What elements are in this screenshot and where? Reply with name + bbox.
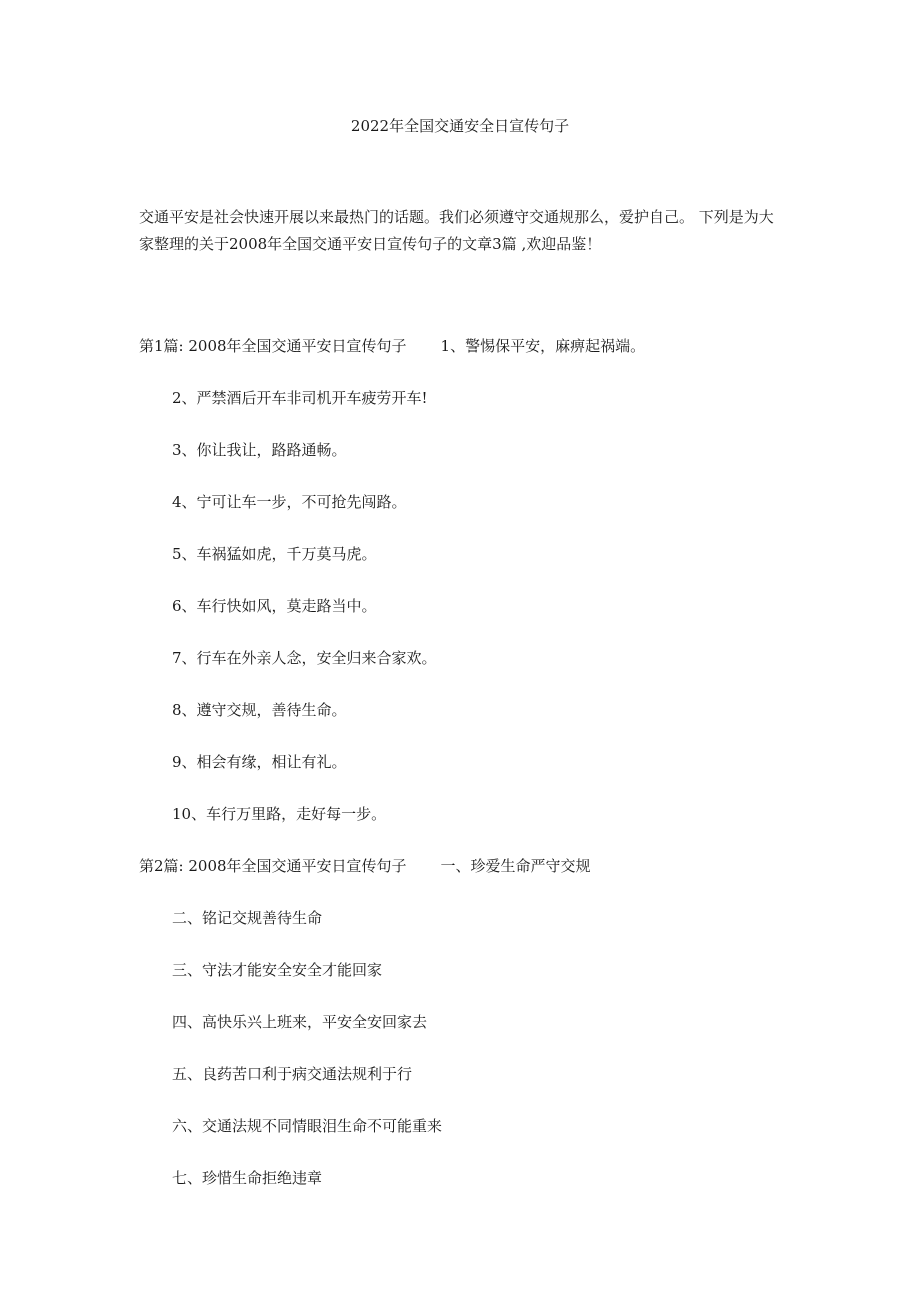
section-1-item: 2、严禁酒后开车非司机开车疲劳开车! xyxy=(172,389,428,407)
section-1-item: 4、宁可让车一步，不可抢先闯路。 xyxy=(172,493,407,511)
section-1-heading-line xyxy=(139,336,645,356)
section-1-item: 7、行车在外亲人念，安全归来合家欢。 xyxy=(172,649,437,667)
document-title: 2022年全国交通安全日宣传句子 xyxy=(350,117,570,135)
section-2-item: 七、珍惜生命拒绝违章 xyxy=(172,1169,323,1187)
section-1-heading: 第1篇: 2008年全国交通平安日宣传句子 xyxy=(139,337,407,355)
section-1-item: 5、车祸猛如虎，千万莫马虎。 xyxy=(172,545,377,563)
section-2-item: 三、守法才能安全安全才能回家 xyxy=(172,961,383,979)
section-1-item: 9、相会有缘，相让有礼。 xyxy=(172,753,347,771)
intro-text: 交通平安是社会快速开展以来最热门的话题。我们必须遵守交通规那么，爱护自己。 下列是为大家整理的关于2008年全国交通平安日宣传句子的文章3篇 ,欢迎品鉴！ xyxy=(139,208,774,253)
section-1-item: 8、遵守交规，善待生命。 xyxy=(172,701,347,719)
section-1-item: 6、车行快如风，莫走路当中。 xyxy=(172,597,377,615)
section-1-item: 10、车行万里路，走好每一步。 xyxy=(172,805,387,823)
intro-paragraph xyxy=(139,204,787,258)
section-2-heading-line xyxy=(139,856,591,876)
section-2-heading: 第2篇: 2008年全国交通平安日宣传句子 xyxy=(139,857,407,875)
section-2-first-item: 一、珍爱生命严守交规 xyxy=(440,857,591,875)
section-2-item: 四、高快乐兴上班来，平安全安回家去 xyxy=(172,1013,428,1031)
section-2-item: 六、交通法规不同情眼泪生命不可能重来 xyxy=(172,1117,443,1135)
section-1-first-item: 1、警惕保平安，麻痹起祸端。 xyxy=(440,337,646,355)
section-2-item: 二、铭记交规善待生命 xyxy=(172,909,323,927)
section-1-item: 3、你让我让，路路通畅。 xyxy=(172,441,347,459)
section-2-item: 五、良药苦口利于病交通法规利于行 xyxy=(172,1065,413,1083)
